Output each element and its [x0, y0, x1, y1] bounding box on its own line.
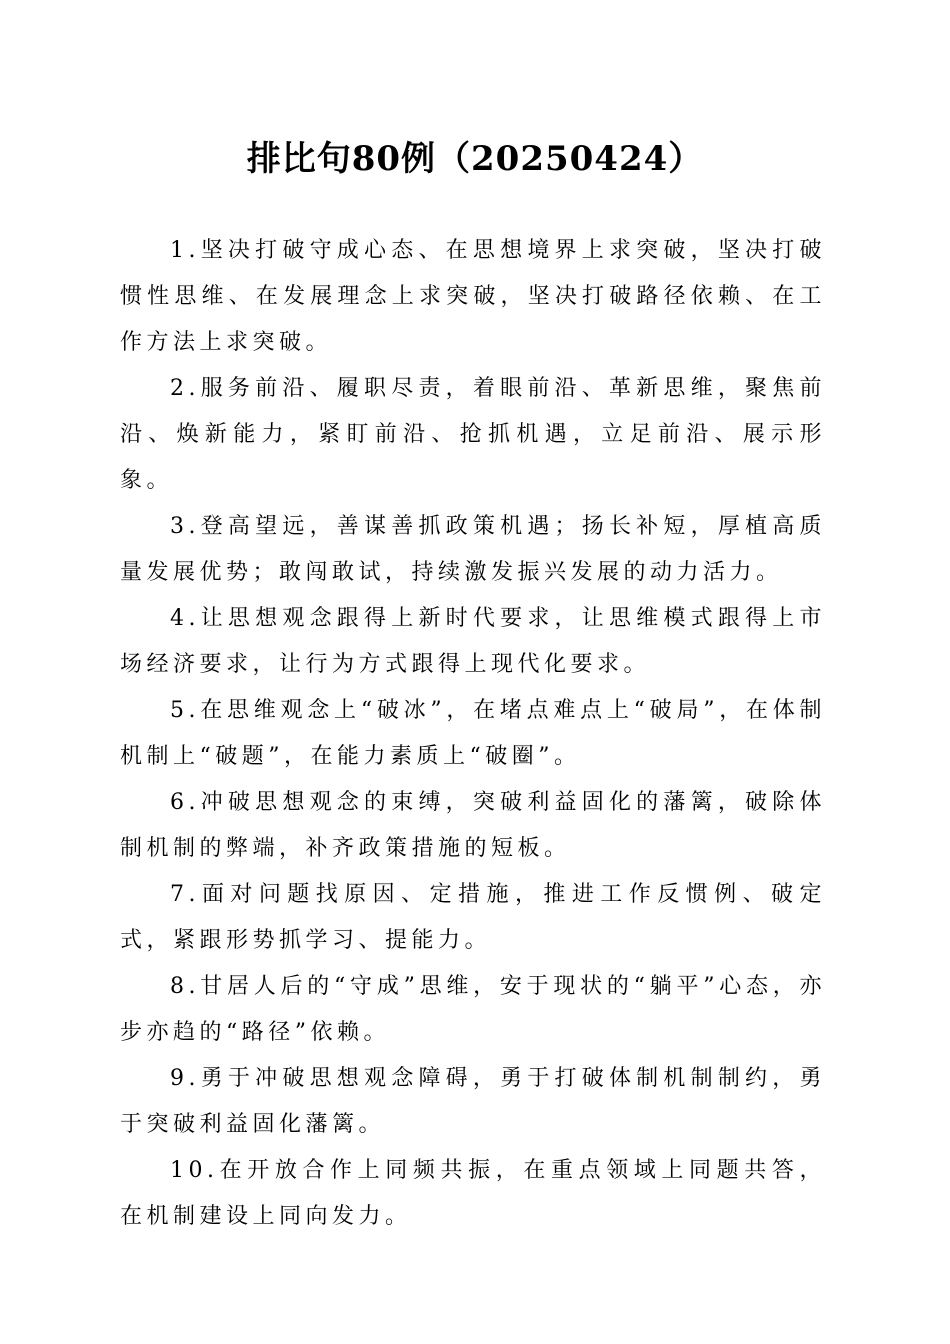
- paragraph-7: 7.面对问题找原因、定措施，推进工作反惯例、破定式，紧跟形势抓学习、提能力。: [120, 882, 826, 953]
- document-title: 排比句80例（20250424）: [246, 139, 704, 179]
- paragraph-5: 5.在思维观念上“破冰”，在堵点难点上“破局”，在体制机制上“破题”，在能力素质上“破圈”。: [120, 698, 826, 769]
- paragraph-10: 10.在开放合作上同频共振，在重点领域上同题共答，在机制建设上同向发力。: [120, 1158, 826, 1229]
- paragraph-8: 8.甘居人后的“守成”思维，安于现状的“躺平”心态，亦步亦趋的“路径”依赖。: [120, 974, 826, 1045]
- document-body: [120, 228, 826, 1240]
- paragraph-3: 3.登高望远，善谋善抓政策机遇；扬长补短，厚植高质量发展优势；敢闯敢试，持续激发振兴发展的动力活力。: [120, 514, 826, 585]
- paragraph-1: 1.坚决打破守成心态、在思想境界上求突破，坚决打破惯性思维、在发展理念上求突破，坚决打破路径依赖、在工作方法上求突破。: [120, 238, 826, 355]
- paragraph-2: 2.服务前沿、履职尽责，着眼前沿、革新思维，聚焦前沿、焕新能力，紧盯前沿、抢抓机遇，立足前沿、展示形象。: [120, 376, 826, 493]
- paragraph-4: 4.让思想观念跟得上新时代要求，让思维模式跟得上市场经济要求，让行为方式跟得上现代化要求。: [120, 606, 826, 677]
- paragraph-6: 6.冲破思想观念的束缚，突破利益固化的藩篱，破除体制机制的弊端，补齐政策措施的短板。: [120, 790, 826, 861]
- paragraph-9: 9.勇于冲破思想观念障碍，勇于打破体制机制制约，勇于突破利益固化藩篱。: [120, 1066, 826, 1137]
